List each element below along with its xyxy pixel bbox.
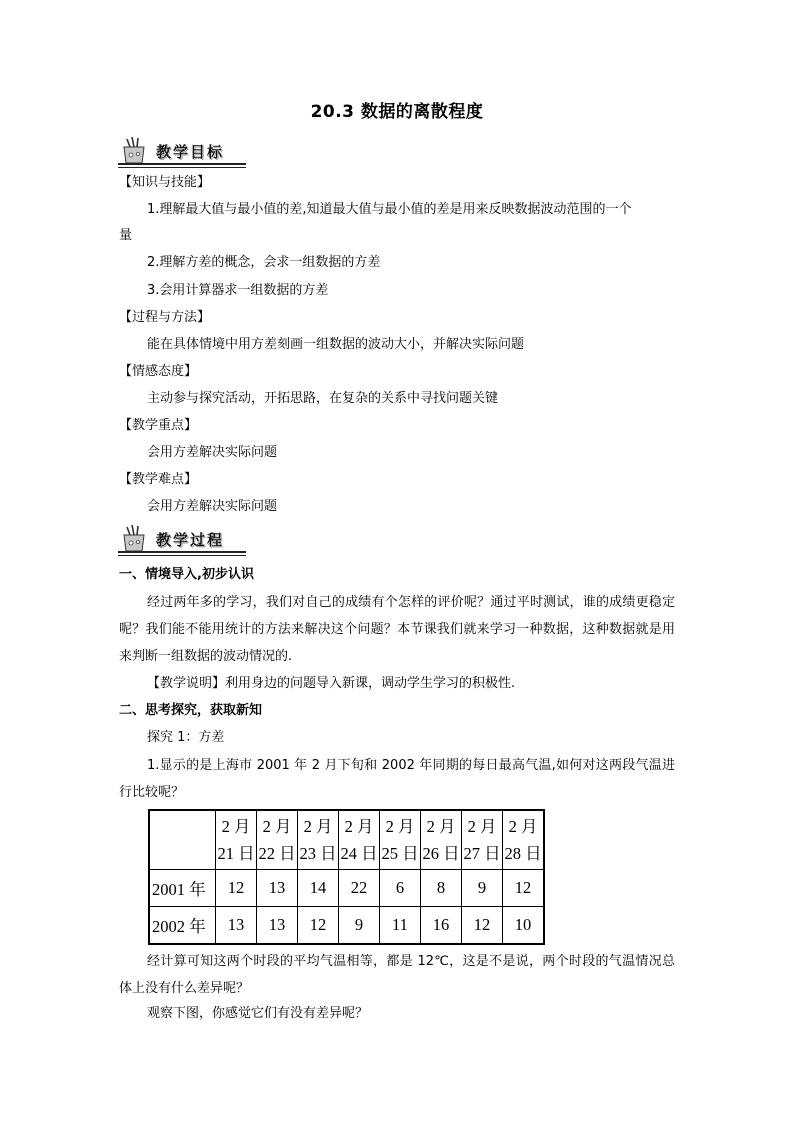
knowledge-item-3: 3.会用计算器求一组数据的方差 [147, 283, 329, 298]
table-header-row [149, 810, 544, 870]
header-month: 2 月 [303, 817, 333, 836]
page-title: 20.3 数据的离散程度 [310, 102, 484, 122]
value-cell: 13 [257, 870, 298, 907]
header-month: 2 月 [385, 817, 415, 836]
year-cell: 2002 年 [149, 907, 216, 945]
value-cell: 10 [503, 907, 545, 945]
question-1: 1.显示的是上海市 2001 年 2 月下旬和 2002 年同期的每日最高气温,如何对这两段气温进行比较呢？ [119, 758, 675, 800]
value-cell: 13 [216, 907, 257, 945]
process-method-text: 能在具体情境中用方差刻画一组数据的波动大小，并解决实际问题 [147, 337, 525, 352]
value-cell: 14 [298, 870, 339, 907]
value-cell: 8 [421, 870, 462, 907]
header-day: 21 日 [217, 844, 255, 863]
header-day: 24 日 [340, 844, 378, 863]
header-day: 22 日 [258, 844, 296, 863]
year-cell: 2001 年 [149, 870, 216, 907]
observe-prompt: 观察下图，你感觉它们有没有差异呢？ [147, 1006, 369, 1021]
table-header-cell [339, 810, 380, 870]
table-header-cell [421, 810, 462, 870]
key-point-text: 会用方差解决实际问题 [147, 445, 278, 460]
header-month: 2 月 [426, 817, 456, 836]
pencil-cup-icon [118, 135, 152, 165]
emotion-text: 主动参与探究活动，开拓思路，在复杂的关系中寻找问题关键 [147, 391, 499, 406]
banner-label: 教学目标 [156, 143, 225, 161]
divider [118, 555, 246, 556]
knowledge-item-2: 2.理解方差的概念，会求一组数据的方差 [147, 255, 381, 270]
header-day: 23 日 [299, 844, 337, 863]
value-cell: 12 [298, 907, 339, 945]
header-month: 2 月 [467, 817, 497, 836]
difficulty-text: 会用方差解决实际问题 [147, 499, 278, 514]
difficulty-heading: 【教学难点】 [119, 472, 198, 487]
value-cell: 9 [462, 870, 503, 907]
header-day: 28 日 [504, 844, 542, 863]
value-cell: 11 [380, 907, 421, 945]
section-2-heading: 二、思考探究，获取新知 [119, 703, 263, 718]
section-1-heading: 一、情境导入,初步认识 [119, 567, 254, 582]
section-1-paragraph: 经过两年多的学习，我们对自己的成绩有个怎样的评价呢？通过平时测试，谁的成绩更稳定呢？我们能不能用统计的方法来解决这个问题？本节课我们就来学习一种数据，这种数据就是用来判断一组数据的波动情况的. [119, 595, 675, 664]
pencil-cup-icon [118, 523, 152, 553]
emotion-heading: 【情感态度】 [119, 364, 198, 379]
header-day: 26 日 [422, 844, 460, 863]
value-cell: 13 [257, 907, 298, 945]
table-header-cell [257, 810, 298, 870]
value-cell: 22 [339, 870, 380, 907]
value-cell: 12 [462, 907, 503, 945]
header-month: 2 月 [508, 817, 538, 836]
table-row [149, 907, 544, 945]
divider [118, 163, 246, 165]
table-corner-cell [149, 810, 216, 870]
knowledge-item-1: 1.理解最大值与最小值的差,知道最大值与最小值的差是用来反映数据波动范围的一个 [147, 202, 632, 217]
section-banner-goals [118, 135, 246, 169]
table-header-cell [462, 810, 503, 870]
divider [118, 167, 246, 168]
table-header-cell [380, 810, 421, 870]
process-method-heading: 【过程与方法】 [119, 310, 211, 325]
temperature-table [148, 809, 545, 945]
value-cell: 12 [503, 870, 545, 907]
table-header-cell [503, 810, 545, 870]
value-cell: 9 [339, 907, 380, 945]
banner-label: 教学过程 [156, 531, 225, 549]
table-header-cell [216, 810, 257, 870]
header-month: 2 月 [344, 817, 374, 836]
value-cell: 6 [380, 870, 421, 907]
value-cell: 12 [216, 870, 257, 907]
value-cell: 16 [421, 907, 462, 945]
explore-heading: 探究 1：方差 [147, 730, 225, 745]
divider [118, 551, 246, 553]
header-month: 2 月 [262, 817, 292, 836]
header-day: 25 日 [381, 844, 419, 863]
header-month: 2 月 [221, 817, 251, 836]
knowledge-item-1-cont: 量 [119, 228, 133, 243]
knowledge-heading: 【知识与技能】 [119, 175, 211, 190]
teaching-note: 【教学说明】利用身边的问题导入新课，调动学生学习的积极性. [147, 676, 516, 691]
after-table-paragraph: 经计算可知这两个时段的平均气温相等，都是 12℃，这是不是说，两个时段的气温情况总体上没有什么差异呢？ [119, 954, 675, 996]
table-row [149, 870, 544, 907]
section-banner-process [118, 523, 246, 557]
key-point-heading: 【教学重点】 [119, 418, 198, 433]
table-header-cell [298, 810, 339, 870]
header-day: 27 日 [463, 844, 501, 863]
